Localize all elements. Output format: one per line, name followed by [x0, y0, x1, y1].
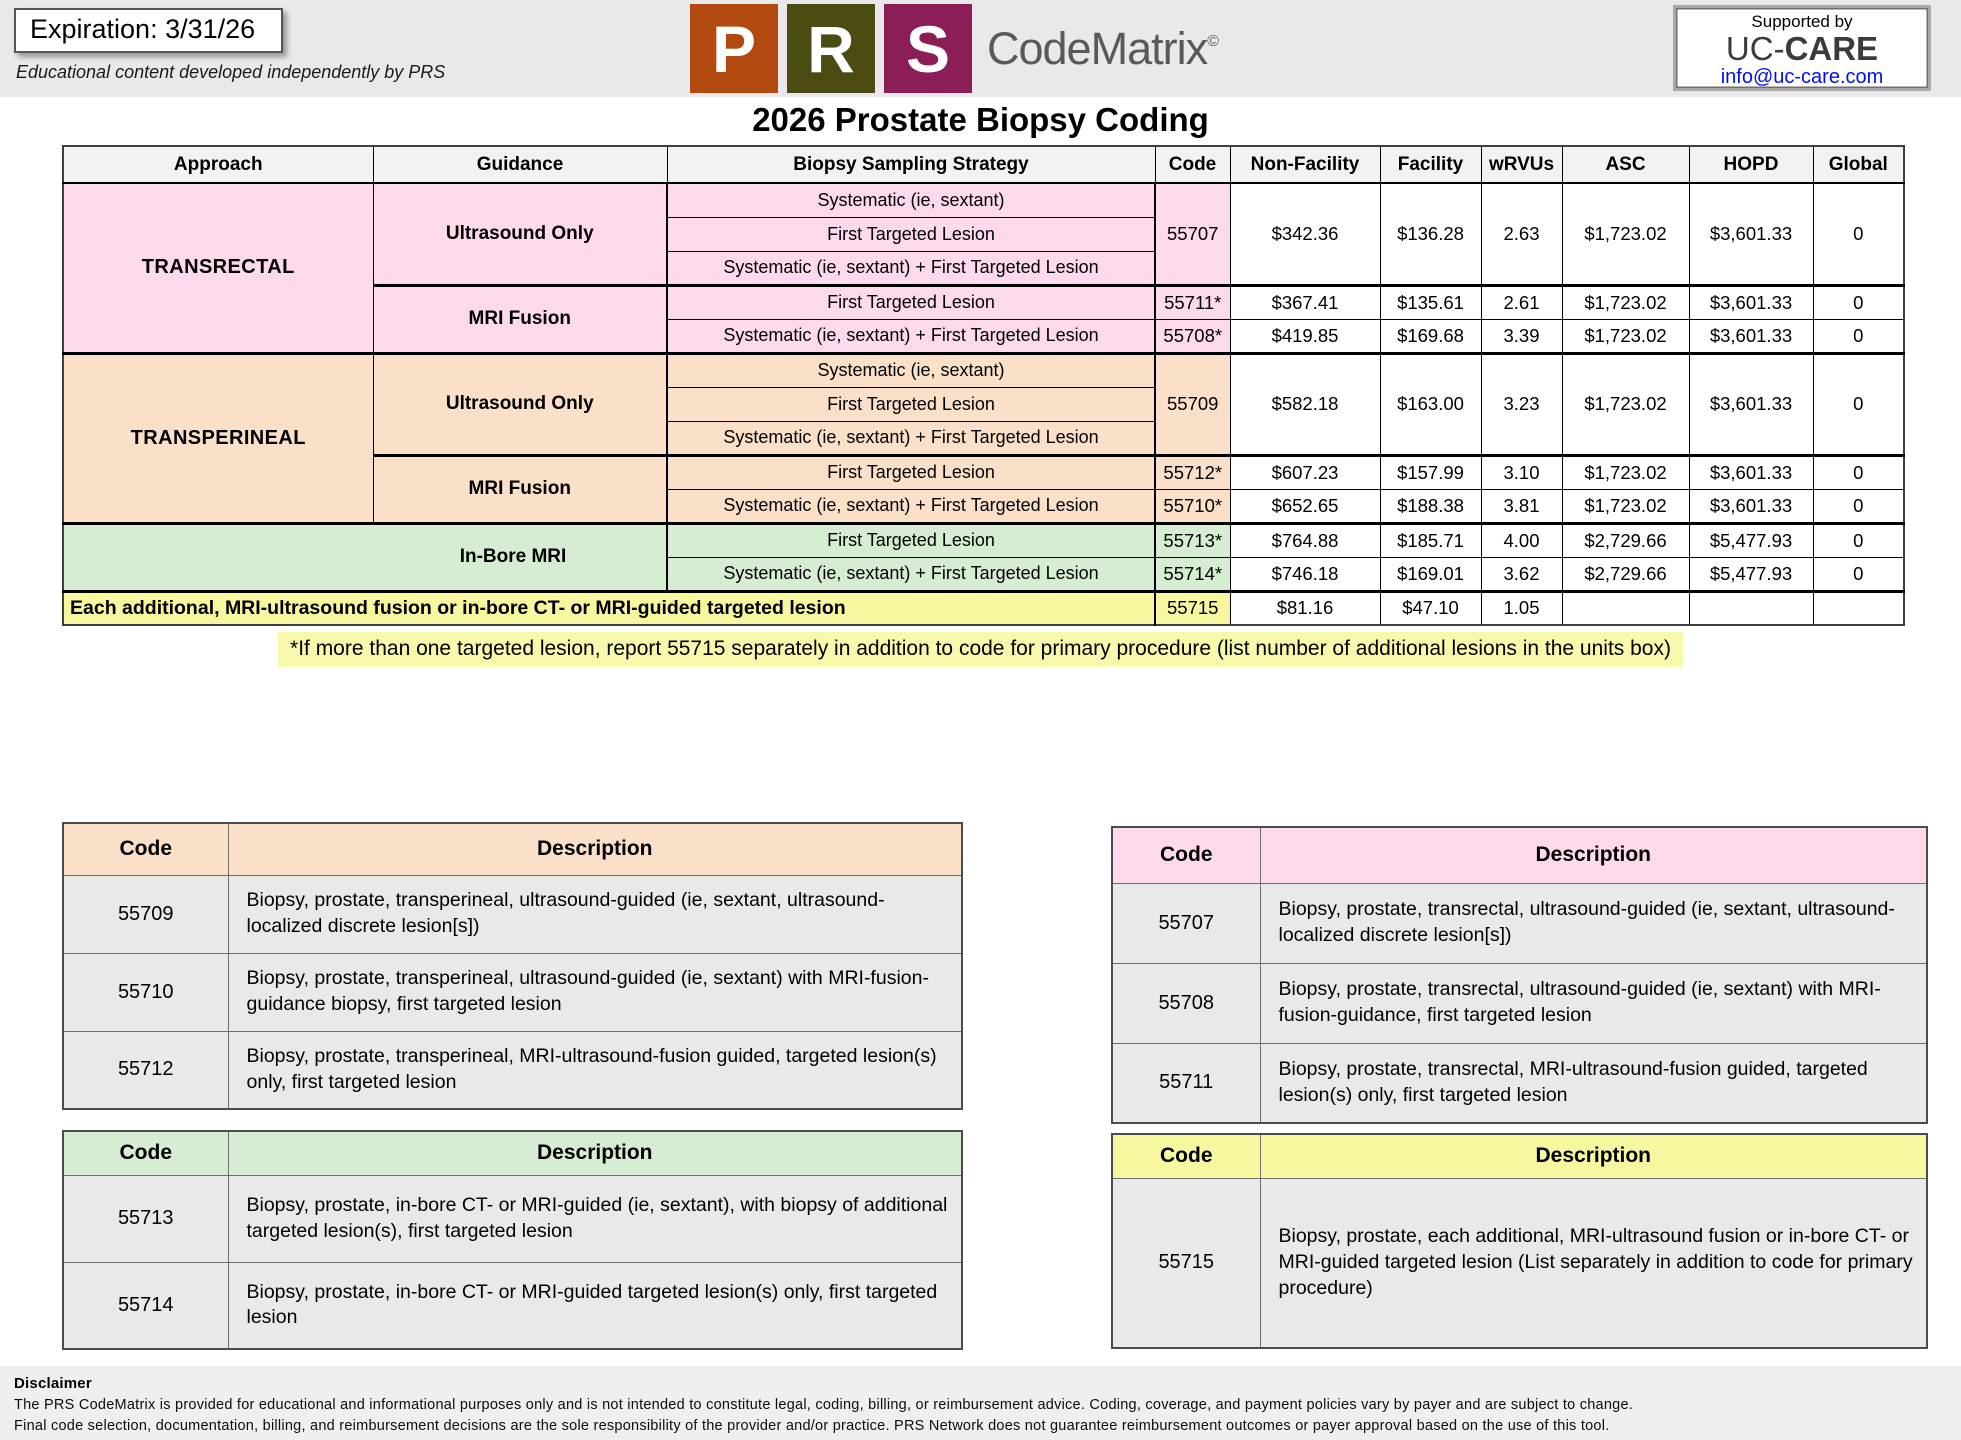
wrvu-55710: 3.81 [1481, 489, 1562, 523]
table-row [63, 523, 1904, 557]
educational-note: Educational content developed independently by PRS [16, 62, 446, 82]
hopd-55709: $3,601.33 [1689, 353, 1813, 455]
hopd-55714: $5,477.93 [1689, 557, 1813, 591]
desc-table-transrectal [1111, 826, 1928, 1124]
guidance-mri-fusion: MRI Fusion [373, 455, 667, 523]
supported-by-label: Supported by [1751, 12, 1853, 31]
desc-text: Biopsy, prostate, transperineal, ultrasound-guided (ie, sextant, ultrasound-localized discrete lesion[s]) [228, 875, 962, 953]
table-row [63, 953, 962, 1031]
table-row [63, 1031, 962, 1109]
nonfacility-55710: $652.65 [1230, 489, 1380, 523]
code-55714: 55714* [1155, 557, 1230, 591]
code-55708: 55708* [1155, 319, 1230, 353]
global-55709: 0 [1813, 353, 1904, 455]
desc-text: Biopsy, prostate, transrectal, ultrasound-guided (ie, sextant, ultrasound-localized discrete lesion[s]) [1260, 883, 1927, 963]
prs-logo-s: S [884, 4, 972, 93]
facility-55710: $188.38 [1380, 489, 1481, 523]
hopd-55713: $5,477.93 [1689, 523, 1813, 557]
wrvu-55714: 3.62 [1481, 557, 1562, 591]
strategy-cell: Systematic (ie, sextant) [667, 183, 1155, 217]
code-55713: 55713* [1155, 523, 1230, 557]
strategy-cell: First Targeted Lesion [667, 217, 1155, 251]
nonfacility-55711: $367.41 [1230, 285, 1380, 319]
approach-transperineal: TRANSPERINEAL [63, 353, 373, 523]
table-row [63, 1262, 962, 1349]
desc-col-description: Description [1260, 1134, 1927, 1178]
table-row [63, 591, 1904, 625]
nonfacility-55707: $342.36 [1230, 183, 1380, 285]
strategy-cell: Systematic (ie, sextant) + First Targeted Lesion [667, 489, 1155, 523]
desc-col-description: Description [228, 1131, 962, 1175]
wrvu-55713: 4.00 [1481, 523, 1562, 557]
wrvu-55709: 3.23 [1481, 353, 1562, 455]
codematrix-wordmark [987, 23, 1218, 75]
global-55713: 0 [1813, 523, 1904, 557]
desc-text: Biopsy, prostate, transrectal, ultrasound-guided (ie, sextant) with MRI-fusion-guidance, first targeted lesion [1260, 963, 1927, 1043]
global-55708: 0 [1813, 319, 1904, 353]
desc-text: Biopsy, prostate, transrectal, MRI-ultrasound-fusion guided, targeted lesion(s) only, first targeted lesion [1260, 1043, 1927, 1123]
desc-text: Biopsy, prostate, each additional, MRI-ultrasound fusion or in-bore CT- or MRI-guided targeted lesion (List separately in addition to code for primary procedure) [1260, 1178, 1927, 1348]
strategy-cell: First Targeted Lesion [667, 285, 1155, 319]
disclaimer [0, 1366, 1961, 1440]
table-row [63, 1175, 962, 1262]
strategy-cell: First Targeted Lesion [667, 387, 1155, 421]
strategy-cell: Systematic (ie, sextant) + First Targeted Lesion [667, 421, 1155, 455]
strategy-cell: First Targeted Lesion [667, 523, 1155, 557]
nonfacility-55715: $81.16 [1230, 591, 1380, 625]
facility-55714: $169.01 [1380, 557, 1481, 591]
asc-55707: $1,723.02 [1562, 183, 1689, 285]
desc-col-description: Description [228, 823, 962, 875]
nonfacility-55713: $764.88 [1230, 523, 1380, 557]
global-55711: 0 [1813, 285, 1904, 319]
footnote [0, 632, 1961, 667]
desc-table-transperineal [62, 822, 963, 1110]
col-header-hopd: HOPD [1689, 146, 1813, 183]
desc-code: 55712 [63, 1031, 228, 1109]
header-band [0, 0, 1961, 97]
asc-55709: $1,723.02 [1562, 353, 1689, 455]
desc-header-row [63, 823, 962, 875]
facility-55708: $169.68 [1380, 319, 1481, 353]
uccare-name-thin: UC- [1725, 30, 1785, 67]
guidance-ultrasound-only: Ultrasound Only [373, 353, 667, 455]
asc-55714: $2,729.66 [1562, 557, 1689, 591]
col-header-approach: Approach [63, 146, 373, 183]
asc-55711: $1,723.02 [1562, 285, 1689, 319]
disclaimer-line: Final code selection, documentation, billing, and reimbursement decisions are the sole responsibility of the provider and/or practice. PRS Network does not guarantee reimbursement outcomes or payer approval based on the use of this tool. [14, 1418, 1610, 1434]
copyright-symbol: © [1207, 32, 1218, 50]
coding-table-header-row [63, 146, 1904, 183]
desc-col-code: Code [63, 1131, 228, 1175]
code-55709: 55709 [1155, 353, 1230, 455]
approach-transrectal: TRANSRECTAL [63, 183, 373, 353]
wrvu-55715: 1.05 [1481, 591, 1562, 625]
strategy-cell: Systematic (ie, sextant) + First Targeted Lesion [667, 557, 1155, 591]
nonfacility-55714: $746.18 [1230, 557, 1380, 591]
hopd-55712: $3,601.33 [1689, 455, 1813, 489]
codematrix-text: CodeMatrix [987, 22, 1208, 74]
desc-col-code: Code [1112, 1134, 1260, 1178]
global-55714: 0 [1813, 557, 1904, 591]
desc-code: 55711 [1112, 1043, 1260, 1123]
desc-header-row [1112, 1134, 1927, 1178]
col-header-asc: ASC [1562, 146, 1689, 183]
table-row [1112, 1178, 1927, 1348]
facility-55712: $157.99 [1380, 455, 1481, 489]
facility-55713: $185.71 [1380, 523, 1481, 557]
global-55712: 0 [1813, 455, 1904, 489]
code-55710: 55710* [1155, 489, 1230, 523]
additional-lesion-label: Each additional, MRI-ultrasound fusion or in-bore CT- or MRI-guided targeted lesion [63, 591, 1155, 625]
desc-col-code: Code [63, 823, 228, 875]
desc-col-code: Code [1112, 827, 1260, 883]
col-header-strategy: Biopsy Sampling Strategy [667, 146, 1155, 183]
uccare-name-bold: CARE [1784, 30, 1879, 67]
hopd-55707: $3,601.33 [1689, 183, 1813, 285]
desc-text: Biopsy, prostate, in-bore CT- or MRI-guided targeted lesion(s) only, first targeted lesion [228, 1262, 962, 1349]
desc-code: 55714 [63, 1262, 228, 1349]
hopd-55715 [1689, 591, 1813, 625]
desc-code: 55710 [63, 953, 228, 1031]
nonfacility-55709: $582.18 [1230, 353, 1380, 455]
desc-table-additional [1111, 1133, 1928, 1349]
uccare-email-link[interactable]: info@uc-care.com [1720, 66, 1884, 88]
guidance-mri-fusion: MRI Fusion [373, 285, 667, 353]
prs-logo-p: P [690, 4, 778, 93]
table-row [63, 875, 962, 953]
desc-code: 55708 [1112, 963, 1260, 1043]
uccare-box [1673, 5, 1931, 91]
asc-55710: $1,723.02 [1562, 489, 1689, 523]
table-row [63, 183, 1904, 217]
guidance-in-bore-mri: In-Bore MRI [63, 523, 667, 591]
facility-55711: $135.61 [1380, 285, 1481, 319]
col-header-facility: Facility [1380, 146, 1481, 183]
wrvu-55707: 2.63 [1481, 183, 1562, 285]
code-55715: 55715 [1155, 591, 1230, 625]
hopd-55711: $3,601.33 [1689, 285, 1813, 319]
asc-55708: $1,723.02 [1562, 319, 1689, 353]
disclaimer-line: The PRS CodeMatrix is provided for educational and informational purposes only and is not intended to constitute legal, coding, billing, or reimbursement advice. Coding, coverage, and payment policies vary by payer and are subject to change. [14, 1397, 1634, 1413]
wrvu-55711: 2.61 [1481, 285, 1562, 319]
desc-header-row [1112, 827, 1927, 883]
desc-table-inbore [62, 1130, 963, 1350]
table-row [1112, 963, 1927, 1043]
guidance-ultrasound-only: Ultrasound Only [373, 183, 667, 285]
desc-code: 55715 [1112, 1178, 1260, 1348]
strategy-cell: First Targeted Lesion [667, 455, 1155, 489]
desc-code: 55713 [63, 1175, 228, 1262]
disclaimer-title: Disclaimer [14, 1375, 92, 1392]
page-title: 2026 Prostate Biopsy Coding [752, 101, 1209, 138]
hopd-55710: $3,601.33 [1689, 489, 1813, 523]
wrvu-55708: 3.39 [1481, 319, 1562, 353]
table-row [63, 353, 1904, 387]
strategy-cell: Systematic (ie, sextant) + First Targeted Lesion [667, 319, 1155, 353]
global-55707: 0 [1813, 183, 1904, 285]
desc-text: Biopsy, prostate, transperineal, ultrasound-guided (ie, sextant) with MRI-fusion-guidance biopsy, first targeted lesion [228, 953, 962, 1031]
table-row [1112, 883, 1927, 963]
desc-col-description: Description [1260, 827, 1927, 883]
col-header-code: Code [1155, 146, 1230, 183]
asc-55713: $2,729.66 [1562, 523, 1689, 557]
global-55710: 0 [1813, 489, 1904, 523]
nonfacility-55708: $419.85 [1230, 319, 1380, 353]
nonfacility-55712: $607.23 [1230, 455, 1380, 489]
code-55707: 55707 [1155, 183, 1230, 285]
expiration-box [14, 8, 283, 53]
desc-text: Biopsy, prostate, transperineal, MRI-ultrasound-fusion guided, targeted lesion(s) only, first targeted lesion [228, 1031, 962, 1109]
prs-logo-r: R [787, 4, 875, 93]
footnote-text: *If more than one targeted lesion, report 55715 separately in addition to code for primary procedure (list number of additional lesions in the units box) [278, 632, 1683, 667]
prs-logo [690, 4, 1218, 93]
wrvu-55712: 3.10 [1481, 455, 1562, 489]
code-55712: 55712* [1155, 455, 1230, 489]
asc-55712: $1,723.02 [1562, 455, 1689, 489]
col-header-global: Global [1813, 146, 1904, 183]
asc-55715 [1562, 591, 1689, 625]
table-row [1112, 1043, 1927, 1123]
uccare-name [1676, 32, 1928, 65]
facility-55715: $47.10 [1380, 591, 1481, 625]
desc-code: 55709 [63, 875, 228, 953]
hopd-55708: $3,601.33 [1689, 319, 1813, 353]
col-header-guidance: Guidance [373, 146, 667, 183]
facility-55709: $163.00 [1380, 353, 1481, 455]
col-header-wrvus: wRVUs [1481, 146, 1562, 183]
strategy-cell: Systematic (ie, sextant) + First Targeted Lesion [667, 251, 1155, 285]
facility-55707: $136.28 [1380, 183, 1481, 285]
col-header-nonfacility: Non-Facility [1230, 146, 1380, 183]
global-55715 [1813, 591, 1904, 625]
strategy-cell: Systematic (ie, sextant) [667, 353, 1155, 387]
code-55711: 55711* [1155, 285, 1230, 319]
desc-header-row [63, 1131, 962, 1175]
expiration-text: Expiration: 3/31/26 [30, 14, 256, 44]
desc-code: 55707 [1112, 883, 1260, 963]
coding-table [62, 145, 1905, 626]
desc-text: Biopsy, prostate, in-bore CT- or MRI-guided (ie, sextant), with biopsy of additional targeted lesion(s), first targeted lesion [228, 1175, 962, 1262]
